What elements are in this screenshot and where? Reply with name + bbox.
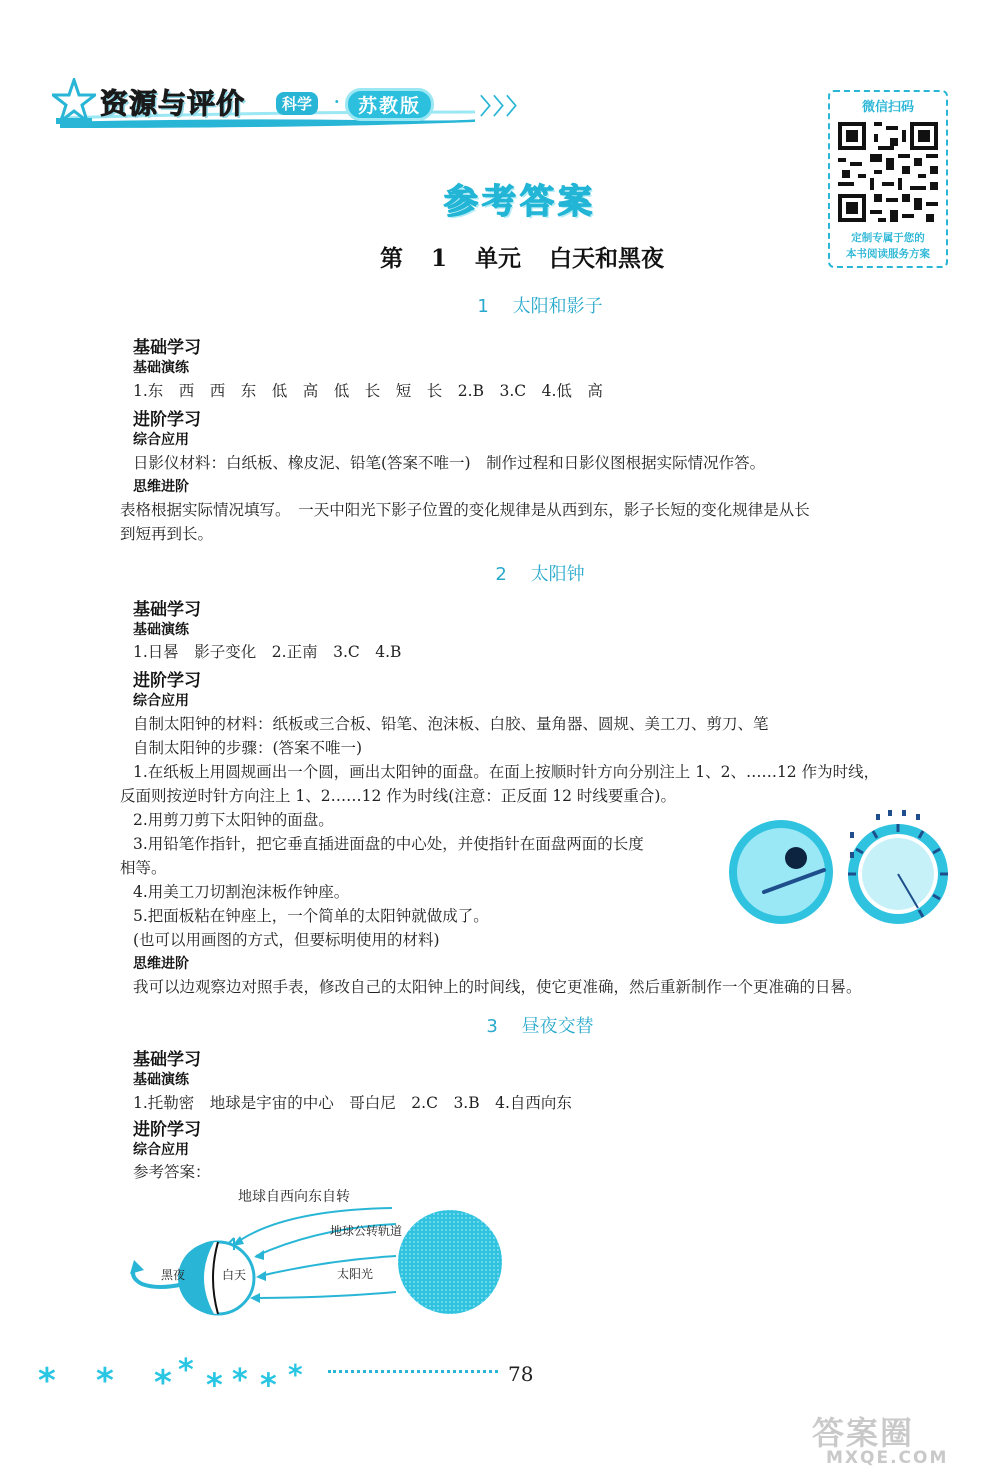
lesson1-title: 1 太阳和影子 — [477, 296, 603, 317]
lesson3-title: 3 昼夜交替 — [486, 1016, 594, 1037]
lesson1-thinking-line2: 到短再到长。 — [120, 525, 214, 543]
qr-caption-line2: 本书阅读服务方案 — [846, 248, 930, 260]
brand-edition: 苏教版 — [345, 88, 434, 121]
diagram-night-label: 黑夜 — [161, 1268, 186, 1282]
lesson2-basic-answers: 1.日晷 影子变化 2.正南 3.C 4.B — [133, 643, 402, 661]
diagram-caption: 地球自西向东自转 — [238, 1189, 350, 1205]
svg-text:*: * — [96, 1361, 114, 1400]
lesson2-heading-advanced: 进阶学习 — [133, 671, 201, 691]
lesson2-heading-thinking: 思维进阶 — [133, 956, 189, 972]
diagram-orbit-label: 地球公转轨道 — [330, 1224, 403, 1238]
lesson1-heading-applied: 综合应用 — [133, 432, 189, 448]
footer-dotted-leader — [328, 1370, 498, 1373]
lesson2-step1-line2: 反面则按逆时针方向注上 1、2……12 作为时线(注意：正反面 12 时线要重合)。 — [120, 787, 676, 805]
lesson3-ref-answer: 参考答案： — [133, 1163, 211, 1181]
lesson2-step1-line1: 1.在纸板上用圆规画出一个圆，画出太阳钟的面盘。在面上按顺时针方向分别注上 1、2、……12 作为时线， — [133, 763, 880, 781]
lesson2-title: 2 太阳钟 — [495, 564, 585, 585]
lesson3-heading-basic: 基础学习 — [133, 1050, 201, 1070]
brand-title: 资源与评价 — [100, 87, 246, 120]
lesson2-materials: 自制太阳钟的材料：纸板或三合板、铅笔、泡沫板、白胶、量角器、圆规、美工刀、剪刀、笔 — [133, 715, 769, 733]
diagram-day-label: 白天 — [222, 1268, 247, 1282]
svg-text:*: * — [38, 1361, 56, 1400]
lesson1-heading-advanced: 进阶学习 — [133, 410, 201, 430]
svg-text:*: * — [154, 1363, 172, 1400]
lesson1-heading-basic: 基础学习 — [133, 338, 201, 358]
svg-text:*: * — [288, 1358, 303, 1391]
qr-title: 微信扫码 — [861, 100, 914, 115]
lesson2-thinking: 我可以边观察边对照手表，修改自己的太阳钟上的时间线，使它更准确，然后重新制作一个更准确的日晷。 — [133, 978, 862, 996]
brand-arrows-icon: 〉〉〉 — [480, 94, 531, 120]
watermark-url: MXQE.COM — [826, 1448, 949, 1468]
lesson1-thinking-line1: 表格根据实际情况填写。 一天中阳光下影子位置的变化规律是从西到东，影子长短的变化规律是从长 — [120, 501, 810, 519]
lesson2-heading-basic-drill: 基础演练 — [133, 622, 189, 638]
page-number: 78 — [508, 1362, 534, 1386]
brand-separator: · — [334, 92, 340, 111]
lesson2-step5: 5.把面板粘在钟座上，一个简单的太阳钟就做成了。 — [133, 907, 489, 925]
lesson2-heading-applied: 综合应用 — [133, 693, 189, 709]
brand-subject: 科学 — [276, 92, 318, 115]
footer-stars-decoration — [38, 1350, 328, 1400]
lesson2-step3-line2: 相等。 — [120, 859, 167, 877]
lesson2-step3-line1: 3.用铅笔作指针，把它垂直插进面盘的中心处，并使指针在面盘两面的长度 — [133, 835, 644, 853]
lesson2-step2: 2.用剪刀剪下太阳钟的面盘。 — [133, 811, 334, 829]
lesson1-heading-basic-drill: 基础演练 — [133, 360, 189, 376]
lesson1-basic-answers: 1.东 西 西 东 低 高 低 长 短 长 2.B 3.C 4.低 高 — [133, 382, 603, 400]
lesson2-note: (也可以用画图的方式，但要标明使用的材料) — [133, 931, 440, 949]
qr-caption-line1: 定制专属于您的 — [851, 232, 925, 244]
lesson3-heading-basic-drill: 基础演练 — [133, 1072, 189, 1088]
svg-text:*: * — [260, 1366, 277, 1400]
sundial-illustration — [726, 810, 956, 930]
page-title: 参考答案 — [444, 182, 596, 222]
unit-title: 第 1 单元 白天和黑夜 — [379, 245, 665, 272]
day-night-diagram — [128, 1180, 508, 1330]
lesson2-steps-title: 自制太阳钟的步骤：(答案不唯一) — [133, 739, 363, 757]
svg-text:*: * — [232, 1363, 248, 1398]
lesson1-heading-thinking: 思维进阶 — [133, 479, 189, 495]
svg-text:*: * — [206, 1366, 223, 1400]
lesson3-heading-applied: 综合应用 — [133, 1142, 189, 1158]
lesson2-heading-basic: 基础学习 — [133, 600, 201, 620]
lesson3-heading-advanced: 进阶学习 — [133, 1120, 201, 1140]
svg-text:*: * — [178, 1353, 194, 1388]
lesson1-applied-text: 日影仪材料：白纸板、橡皮泥、铅笔(答案不唯一) 制作过程和日影仪图根据实际情况作答。 — [133, 454, 766, 472]
lesson2-step4: 4.用美工刀切割泡沫板作钟座。 — [133, 883, 350, 901]
diagram-sunlight-label: 太阳光 — [337, 1267, 374, 1281]
brand-star-icon — [52, 78, 96, 124]
lesson3-basic-answers: 1.托勒密 地球是宇宙的中心 哥白尼 2.C 3.B 4.自西向东 — [133, 1094, 572, 1112]
watermark-logo: 答案圈 — [812, 1414, 915, 1452]
